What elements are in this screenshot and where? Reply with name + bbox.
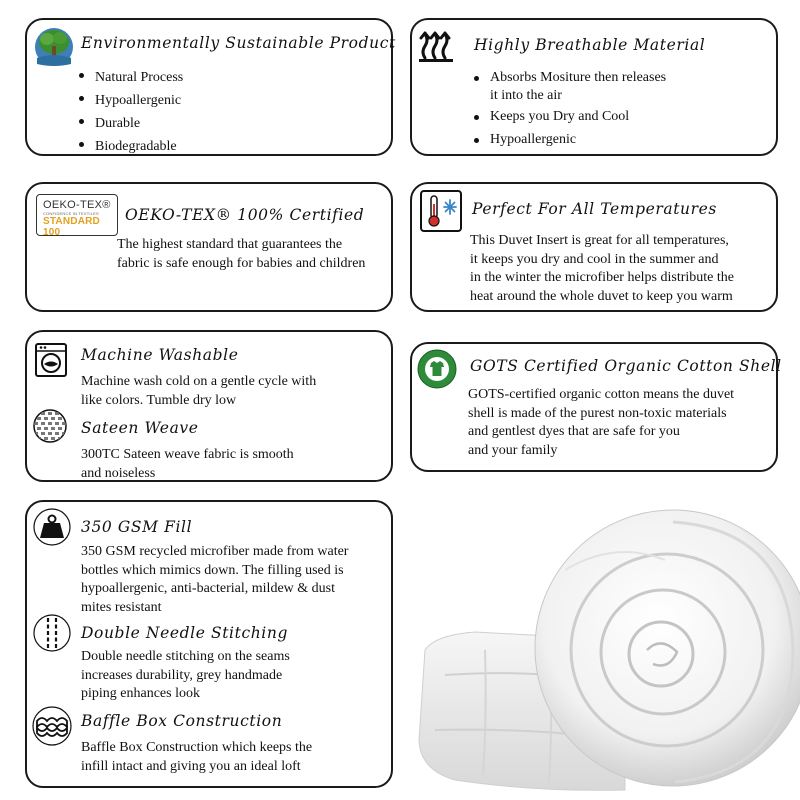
needle-stitch-icon bbox=[33, 614, 71, 652]
list-item: Hypoallergenic bbox=[474, 131, 666, 149]
temperature-card bbox=[410, 182, 778, 312]
list-item: Natural Process bbox=[79, 66, 183, 89]
gsm-title: 350 GSM Fill bbox=[81, 518, 193, 536]
list-item: Hypoallergenic bbox=[79, 89, 183, 112]
baffle-title: Baffle Box Construction bbox=[81, 712, 283, 730]
fill-card bbox=[25, 500, 393, 788]
temperature-body: This Duvet Insert is great for all temperatures, it keeps you dry and cool in the summer and in the winter the microfiber helps distribute the heat around the whole duvet to keep you warm bbox=[470, 233, 734, 304]
oekotex-title: OEKO-TEX® 100% Certified bbox=[125, 206, 365, 224]
sateen-title: Sateen Weave bbox=[81, 419, 199, 437]
gsm-body: 350 GSM recycled microfiber made from water bottles which mimics down. The filling used is hypoallergenic, anti-bacterial, mildew & dust mites resistant bbox=[81, 544, 349, 615]
gots-organic-shirt-icon bbox=[416, 348, 458, 390]
gots-title: GOTS Certified Organic Cotton Shell bbox=[470, 357, 782, 375]
list-item: Biodegradable bbox=[79, 135, 183, 158]
air-flow-arrows-icon bbox=[418, 28, 458, 64]
washable-title: Machine Washable bbox=[81, 346, 239, 364]
breathable-title: Highly Breathable Material bbox=[474, 36, 706, 54]
oekotex-card bbox=[25, 182, 393, 312]
weight-icon bbox=[33, 508, 71, 546]
washable-card bbox=[25, 330, 393, 482]
eco-title: Environmentally Sustainable Product bbox=[81, 34, 396, 52]
weave-pattern-icon bbox=[32, 408, 68, 444]
list-item: Durable bbox=[79, 112, 183, 135]
stitching-title: Double Needle Stitching bbox=[81, 624, 288, 642]
sateen-body: 300TC Sateen weave fabric is smooth and noiseless bbox=[81, 447, 294, 481]
washable-body: Machine wash cold on a gentle cycle with like colors. Tumble dry low bbox=[81, 374, 317, 408]
eco-card bbox=[25, 18, 396, 156]
temperature-title: Perfect For All Temperatures bbox=[472, 200, 717, 218]
eco-bullets bbox=[79, 66, 183, 158]
stitching-body: Double needle stitching on the seams increases durability, grey handmade piping enhances look bbox=[81, 649, 290, 701]
baffle-box-icon bbox=[32, 706, 72, 746]
thermometer-snowflake-icon bbox=[420, 190, 462, 232]
oekotex-logo: OEKO-TEX® CONFIDENCE IN TEXTILES STANDARD 100 bbox=[36, 194, 118, 236]
baffle-body: Baffle Box Construction which keeps the infill intact and giving you an ideal loft bbox=[81, 740, 313, 774]
gots-body: GOTS-certified organic cotton means the duvet shell is made of the purest non-toxic materials and gentlest dyes that are safe for you and your family bbox=[468, 387, 735, 458]
tree-globe-icon bbox=[33, 26, 75, 68]
breathable-bullets bbox=[474, 69, 666, 149]
gots-card bbox=[410, 342, 782, 472]
list-item: Absorbs Mositure then releases it into the air bbox=[474, 69, 666, 105]
oekotex-body: The highest standard that guarantees the fabric is safe enough for babies and children bbox=[117, 237, 366, 271]
washing-machine-icon bbox=[34, 342, 68, 378]
breathable-card bbox=[410, 18, 778, 156]
rolled-duvet-image bbox=[415, 500, 800, 800]
list-item: Keeps you Dry and Cool bbox=[474, 108, 666, 126]
